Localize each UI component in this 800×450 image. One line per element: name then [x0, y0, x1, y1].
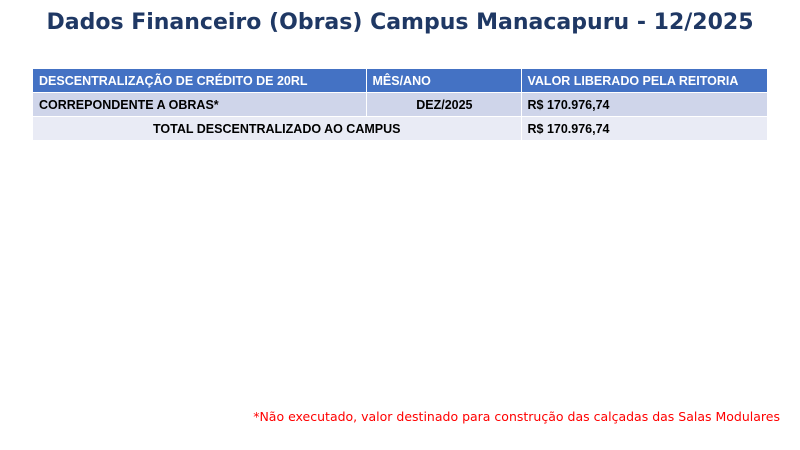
- header-valor-liberado: VALOR LIBERADO PELA REITORIA: [521, 69, 767, 93]
- footnote: *Não executado, valor destinado para construção das calçadas das Salas Modulares: [253, 409, 780, 424]
- row-month: DEZ/2025: [366, 93, 521, 117]
- header-descentralizacao: DESCENTRALIZAÇÃO DE CRÉDITO DE 20RL: [33, 69, 366, 93]
- table-header-row: [33, 69, 767, 93]
- page-title: Dados Financeiro (Obras) Campus Manacapuru - 12/2025: [46, 10, 754, 35]
- total-value: R$ 170.976,74: [521, 117, 767, 141]
- financial-table: [33, 69, 768, 141]
- table-row: [33, 93, 767, 117]
- row-description: CORREPONDENTE A OBRAS*: [33, 93, 366, 117]
- header-mes-ano: MÊS/ANO: [366, 69, 521, 93]
- total-row: [33, 117, 767, 141]
- total-label: TOTAL DESCENTRALIZADO AO CAMPUS: [33, 117, 521, 141]
- row-value: R$ 170.976,74: [521, 93, 767, 117]
